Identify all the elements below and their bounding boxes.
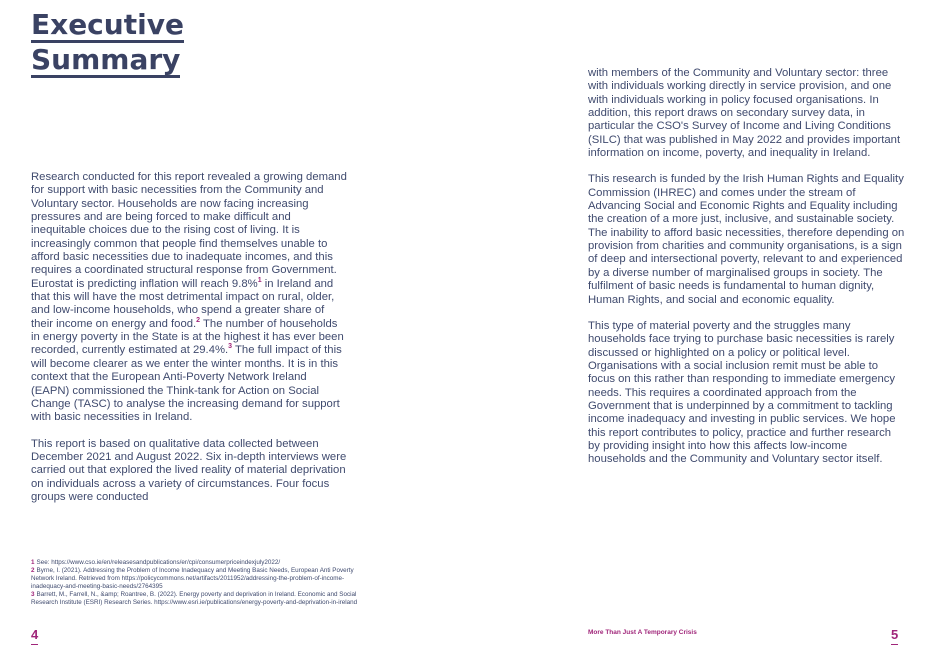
footnote-3 [31,591,361,607]
text-run: The full impact of this will become clearer as we enter the winter months. It is in this context that the European Anti-Poverty Network Ireland (EAPN) commissioned the Think-tank for Action on Social Change (TASC) to analyse the increasing demand for support with basic necessities in Ireland. [31,344,342,424]
footnote-text[interactable]: Barrett, M., Farrell, N., &amp; Roantree, B. (2022). Energy poverty and deprivation in Ireland. Economic and Social Research Institute (ESRI) Research Series. https://www.esri.ie/publications/energy-poverty-and-deprivation-in-ireland [31,590,358,606]
text-run: in Ireland and that this will have the most detrimental impact on rural, older, and low-income households, who spend a greater share of their income on energy and food. [31,277,335,330]
right-paragraph-2: This research is funded by the Irish Human Rights and Equality Commission (IHREC) and comes under the stream of Advancing Social and Economic Rights and Equality including the creation of a more just, inclusive, and sustainable society. The inability to afford basic necessities, therefore depending on provision from charities and community organisations, is a sign of deep and intersectional poverty, relevant to and experienced by a diverse number of marginalised groups in society. The fulfilment of basic needs is fundamental to human dignity, Human Rights, and social and economic equality. [588,173,905,306]
page-number-right: 5 [891,627,898,645]
footnote-text[interactable]: Byrne, I. (2021). Addressing the Problem of Income Inadequacy and Meeting Basic Needs, European Anti Poverty Network Ireland. Retrieved from https://policycommons.net/artifacts/2011952/addressing-the-problem-of-income-inadequacy-and-meeting-basic-needs/2764395 [31,566,354,590]
page-title [31,10,184,80]
footnote-ref-1[interactable]: 1 [257,276,262,284]
running-footer: More Than Just A Temporary Crisis [588,629,697,636]
text-run: The number of households in energy poverty in the State is at the highest it has ever been recorded, currently estimated at 29.4%. [31,317,344,357]
footnote-1 [31,559,361,567]
footnote-text[interactable]: See: https://www.cso.ie/en/releasesandpublications/er/cpi/consumerpriceindexjuly2022/ [36,559,281,566]
footnote-ref-3[interactable]: 3 [228,343,233,351]
footnote-number: 1 [31,559,35,566]
right-paragraph-3: This type of material poverty and the struggles many households face trying to purchase basic necessities is rarely discussed or highlighted on a policy or political level. Organisations with a social inclusion remit must be able to focus on this rather than responding to immediate emergency needs. This requires a coordinated approach from the Government that is underpinned by a commitment to tackling income inadequacy and investing in public services. We hope this report contributes to policy, practice and further research by providing insight into how this affects low-income households and the Community and Voluntary sector itself. [588,319,896,466]
right-page [466,0,933,662]
footnote-ref-2[interactable]: 2 [196,317,201,325]
footnotes [31,559,361,606]
left-paragraph-1 [31,171,347,425]
left-page [0,0,466,662]
page-number-left: 4 [31,627,38,645]
left-body-text [31,171,347,517]
footnote-number: 3 [31,590,35,598]
footnote-2 [31,567,361,591]
text-run: Research conducted for this report revealed a growing demand for support with basic necessities from the Community and Voluntary sector. Households are now facing increasing pressures and are being forced to make difficult and inequitable choices due to the rising cost of living. It is increasingly common that people find themselves unable to afford basic necessities due to inadequate incomes, and this requires a coordinated structural response from Government. Eurostat is predicting inflation will reach 9.8% [31,171,347,290]
right-paragraph-1: with members of the Community and Voluntary sector: three with individuals working directly in service provision, and one with individuals working in policy focused organisations. In addition, this report draws on secondary survey data, in particular the CSO's Survey of Income and Living Conditions (SILC) that was published in May 2022 and provides important information on income, poverty, and inequality in Ireland. [588,67,901,160]
right-body-text [588,67,906,480]
footnote-number: 2 [31,566,35,574]
left-paragraph-2: This report is based on qualitative data collected between December 2021 and August 2022. Six in-depth interviews were carried out that explored the lived reality of material deprivation on individuals across a variety of circumstances. Four focus groups were conducted [31,437,347,503]
title-line-1: Executive [31,8,184,41]
title-line-2: Summary [31,43,181,76]
